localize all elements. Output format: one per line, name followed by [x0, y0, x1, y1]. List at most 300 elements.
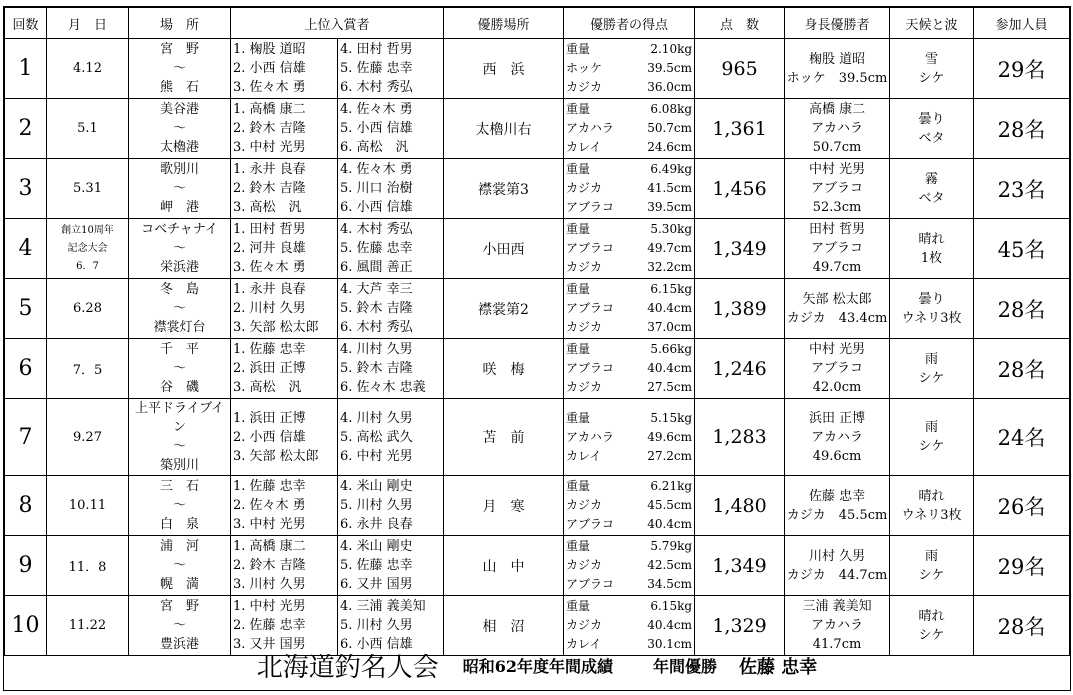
finisher: 6. 小西 信雄: [340, 637, 413, 652]
score-fish: 重量: [566, 222, 591, 236]
top-finishers-1-3: [231, 339, 338, 399]
weather-line: 雨: [925, 420, 939, 435]
total-points: 1,349: [695, 219, 785, 279]
winner-scores: [564, 476, 695, 536]
finisher: 4. 佐々木 勇: [340, 162, 413, 177]
score-fish: 重量: [566, 102, 591, 116]
score-fish: カジカ: [566, 181, 603, 195]
results-sheet: [3, 6, 1071, 691]
score-value: 6.21kg: [650, 479, 693, 493]
score-value: 36.0cm: [647, 80, 693, 94]
top-finishers-4-6: [338, 476, 444, 536]
score-value: 42.5cm: [647, 558, 693, 572]
round-number: 10: [5, 596, 47, 656]
score-value: 27.2cm: [647, 448, 693, 463]
weather-line: 霧: [925, 171, 939, 187]
table-row: [5, 476, 1070, 536]
top-finishers-1-3: [231, 536, 338, 596]
finisher: 5. 鈴木 吉隆: [340, 361, 413, 376]
finisher: 1. 永井 良春: [233, 162, 306, 177]
finisher: 4. 米山 剛史: [340, 479, 413, 494]
winning-spot: 月 寒: [444, 476, 564, 536]
finisher: 4. 川村 久男: [340, 342, 413, 357]
weather-waves: [890, 159, 974, 219]
place-line: 白 泉: [159, 517, 199, 532]
finisher: 3. 佐々木 勇: [233, 80, 306, 95]
finisher: 4. 米山 剛史: [340, 539, 413, 554]
place-line: 谷 磯: [159, 380, 199, 395]
score-fish: アカハラ: [566, 429, 614, 444]
header-date: 月 日: [47, 8, 129, 39]
top-finishers-1-3: [231, 399, 338, 476]
score-fish: 重量: [566, 282, 591, 296]
place-line: 三 石: [159, 479, 199, 494]
score-value: 5.66kg: [650, 342, 693, 356]
top-finishers-1-3: [231, 99, 338, 159]
score-fish: アブラコ: [566, 301, 615, 315]
finisher: 3. 中村 光男: [233, 517, 306, 532]
score-value: 50.7cm: [647, 121, 693, 135]
score-line: [564, 160, 694, 179]
weather-line: シケ: [918, 627, 945, 643]
place-line: ～: [172, 558, 186, 573]
winning-spot: 咲 梅: [444, 339, 564, 399]
winning-spot: 襟裳第2: [444, 279, 564, 339]
winning-spot: 小田西: [444, 219, 564, 279]
weather-line: 曇り: [918, 111, 945, 127]
length-winner-line: 三浦 義美知: [802, 599, 872, 614]
finisher: 1. 田村 哲男: [233, 222, 306, 237]
finisher: 6. 佐々木 忠義: [340, 380, 426, 395]
event-place: [129, 39, 231, 99]
season-subtitle: 昭和62年度年間成績: [462, 657, 613, 676]
length-winner-line: 矢部 松太郎: [802, 291, 872, 307]
finisher: 4. 木村 秀弘: [340, 222, 413, 237]
finisher: 2. 川村 久男: [233, 301, 306, 316]
date-line: 6．7: [76, 260, 99, 272]
total-points: 1,361: [695, 99, 785, 159]
score-line: [564, 239, 694, 258]
table-row: [5, 279, 1070, 339]
date-line: 5.1: [77, 121, 98, 136]
score-line: [564, 40, 694, 59]
length-winner-line: アカハラ 41.7cm: [811, 618, 876, 652]
finisher: 4. 三浦 義美知: [340, 599, 426, 614]
score-fish: カレイ: [566, 637, 602, 651]
event-place: [129, 219, 231, 279]
round-number: 7: [5, 399, 47, 476]
finisher: 5. 佐藤 忠幸: [340, 558, 413, 573]
total-points: 1,329: [695, 596, 785, 656]
length-winner-line: 田村 哲男: [808, 222, 866, 237]
length-winner: [785, 219, 890, 279]
score-fish: カジカ: [566, 320, 603, 334]
weather-line: シケ: [918, 439, 945, 454]
finisher: 4. 田村 哲男: [340, 42, 413, 57]
place-line: ～: [172, 498, 186, 513]
finisher: 1. 佐藤 忠幸: [233, 342, 306, 357]
length-winner-line: 高橋 康二: [808, 102, 866, 117]
place-line: 千 平: [159, 342, 199, 357]
header-length-winner: 身長優勝者: [785, 8, 890, 39]
round-number: 9: [5, 536, 47, 596]
date-line: 11.22: [68, 618, 107, 633]
results-table: [4, 7, 1070, 656]
place-line: 歌別川: [159, 162, 199, 177]
score-line: [564, 59, 694, 78]
weather-line: ウネリ3枚: [901, 507, 962, 523]
place-line: 冬 島: [159, 282, 199, 297]
footer: [4, 641, 1070, 690]
finisher: 6. 木村 秀弘: [340, 320, 413, 335]
finisher: 3. 又井 国男: [233, 637, 306, 652]
place-line: 築別川: [159, 458, 199, 473]
finisher: 1. 椈股 道昭: [233, 42, 306, 57]
event-date: [47, 99, 129, 159]
score-fish: アブラコ: [566, 361, 615, 375]
date-line: 6.28: [73, 301, 102, 316]
score-line: [564, 477, 694, 496]
weather-line: 晴れ: [918, 231, 945, 247]
score-line: [564, 616, 694, 635]
date-line: 記念大会: [67, 242, 108, 254]
length-winner-line: アブラコ 52.3cm: [811, 181, 877, 215]
winner-scores: [564, 99, 695, 159]
finisher: 3. 高松 汎: [233, 380, 302, 395]
weather-line: シケ: [918, 567, 945, 583]
date-line: 9.27: [73, 429, 102, 445]
score-value: 34.5cm: [647, 577, 693, 591]
place-line: 栄浜港: [159, 260, 199, 275]
length-winner-line: 川村 久男: [808, 548, 866, 564]
winning-spot: 太櫓川右: [444, 99, 564, 159]
place-line: 太櫓港: [159, 140, 199, 155]
winner-scores: [564, 279, 695, 339]
score-line: [564, 556, 694, 575]
place-line: ～: [172, 361, 186, 376]
score-line: [564, 299, 694, 318]
top-finishers-4-6: [338, 536, 444, 596]
score-fish: 重量: [566, 599, 591, 613]
place-line: 熊 石: [159, 80, 199, 95]
weather-line: 雨: [925, 351, 939, 367]
weather-line: シケ: [918, 370, 945, 386]
event-place: [129, 536, 231, 596]
score-line: [564, 100, 694, 119]
round-number: 3: [5, 159, 47, 219]
score-fish: 重量: [566, 479, 591, 493]
weather-line: ウネリ3枚: [901, 310, 962, 326]
winner-scores: [564, 219, 695, 279]
score-value: 2.10kg: [650, 42, 693, 56]
date-line: 5.31: [73, 181, 102, 196]
weather-line: 晴れ: [918, 488, 945, 504]
score-fish: アブラコ: [566, 241, 615, 255]
top-finishers-1-3: [231, 219, 338, 279]
score-value: 5.15kg: [650, 410, 693, 425]
total-points: 1,480: [695, 476, 785, 536]
finisher: 5. 小西 信雄: [340, 121, 413, 136]
score-line: [564, 575, 694, 594]
score-line: [564, 280, 694, 299]
score-line: [564, 359, 694, 378]
score-fish: 重量: [566, 162, 591, 176]
round-number: 8: [5, 476, 47, 536]
event-date: [47, 279, 129, 339]
participant-count: 29名: [974, 39, 1070, 99]
top-finishers-4-6: [338, 39, 444, 99]
weather-waves: [890, 219, 974, 279]
score-fish: カジカ: [566, 80, 603, 94]
length-winner: [785, 339, 890, 399]
score-value: 32.2cm: [647, 260, 693, 274]
length-winner-line: 椈股 道昭: [808, 51, 866, 67]
top-finishers-1-3: [231, 279, 338, 339]
participant-count: 28名: [974, 596, 1070, 656]
date-line: 10.11: [68, 498, 107, 513]
weather-waves: [890, 339, 974, 399]
place-line: ～: [172, 618, 186, 633]
finisher: 4. 川村 久男: [340, 410, 413, 426]
top-finishers-1-3: [231, 39, 338, 99]
score-line: [564, 138, 694, 157]
length-winner-line: アカハラ 50.7cm: [811, 121, 876, 155]
finisher: 5. 佐藤 忠幸: [340, 241, 413, 256]
weather-line: 晴れ: [918, 608, 945, 624]
total-points: 1,246: [695, 339, 785, 399]
event-place: [129, 279, 231, 339]
score-fish: 重量: [566, 342, 591, 356]
place-line: 宮 野: [159, 599, 199, 614]
club-title: 北海道釣名人会: [256, 653, 439, 683]
date-line: 11．8: [68, 560, 107, 575]
annual-winner-name: 佐藤 忠幸: [739, 656, 818, 678]
score-line: [564, 409, 694, 428]
finisher: 6. 永井 良春: [340, 517, 413, 532]
round-number: 2: [5, 99, 47, 159]
finisher: 5. 佐藤 忠幸: [340, 61, 413, 76]
weather-line: 曇り: [918, 291, 945, 307]
finisher: 6. 高松 汎: [340, 140, 409, 155]
finisher: 5. 鈴木 吉隆: [340, 301, 413, 316]
length-winner: [785, 159, 890, 219]
table-row: [5, 399, 1070, 476]
weather-line: 雨: [925, 548, 939, 564]
place-line: ～: [172, 61, 186, 76]
total-points: 1,283: [695, 399, 785, 476]
finisher: 2. 浜田 正博: [233, 361, 306, 376]
score-line: [564, 119, 694, 138]
score-value: 39.5cm: [647, 61, 693, 75]
top-finishers-4-6: [338, 219, 444, 279]
finisher: 6. 風間 善正: [340, 260, 413, 275]
place-line: 幌 満: [159, 577, 199, 592]
length-winner-line: 佐藤 忠幸: [808, 488, 866, 504]
score-value: 40.4cm: [647, 517, 693, 531]
score-fish: カレイ: [566, 140, 602, 154]
header-participants: 参加人員: [974, 8, 1070, 39]
weather-waves: [890, 536, 974, 596]
score-line: [564, 318, 694, 337]
finisher: 1. 佐藤 忠幸: [233, 479, 306, 494]
weather-line: 1枚: [920, 250, 943, 266]
header-points: 点 数: [695, 8, 785, 39]
participant-count: 23名: [974, 159, 1070, 219]
weather-waves: [890, 279, 974, 339]
table-row: [5, 99, 1070, 159]
date-line: 7．5: [72, 363, 103, 378]
finisher: 4. 大芦 幸三: [340, 282, 413, 297]
length-winner: [785, 279, 890, 339]
finisher: 6. 木村 秀弘: [340, 80, 413, 95]
place-line: 上平ドライブイン: [134, 401, 225, 435]
table-row: [5, 339, 1070, 399]
top-finishers-4-6: [338, 159, 444, 219]
finisher: 1. 永井 良春: [233, 282, 306, 297]
finisher: 6. 又井 国男: [340, 577, 413, 592]
score-line: [564, 179, 694, 198]
length-winner-line: カジカ 43.4cm: [786, 310, 888, 326]
score-fish: アブラコ: [566, 577, 615, 591]
weather-line: ベタ: [918, 190, 945, 206]
table-row: [5, 39, 1070, 99]
score-fish: アカハラ: [566, 121, 614, 135]
score-line: [564, 496, 694, 515]
winner-scores: [564, 339, 695, 399]
finisher: 1. 浜田 正博: [233, 410, 306, 426]
event-place: [129, 399, 231, 476]
event-date: [47, 339, 129, 399]
score-line: [564, 198, 694, 217]
event-date: [47, 159, 129, 219]
place-line: 襟裳灯台: [153, 320, 206, 335]
score-fish: カジカ: [566, 558, 603, 572]
score-line: [564, 340, 694, 359]
score-value: 40.4cm: [647, 301, 693, 315]
winning-spot: 山 中: [444, 536, 564, 596]
header-round: 回数: [5, 8, 47, 39]
finisher: 2. 河井 良雄: [233, 241, 306, 256]
score-line: [564, 428, 694, 447]
score-value: 40.4cm: [647, 618, 693, 632]
event-place: [129, 476, 231, 536]
finisher: 1. 高橋 康二: [233, 102, 306, 117]
winner-scores: [564, 399, 695, 476]
score-fish: 重量: [566, 42, 591, 56]
length-winner-line: 中村 光男: [808, 162, 866, 177]
score-fish: カレイ: [566, 448, 602, 463]
winning-spot: 西 浜: [444, 39, 564, 99]
header-weather-waves: 天候と波: [890, 8, 974, 39]
score-line: [564, 515, 694, 534]
length-winner-line: アブラコ 42.0cm: [811, 361, 877, 395]
finisher: 3. 高松 汎: [233, 200, 302, 215]
finisher: 2. 佐々木 勇: [233, 498, 306, 513]
participant-count: 26名: [974, 476, 1070, 536]
top-finishers-4-6: [338, 99, 444, 159]
weather-line: ベタ: [918, 130, 945, 146]
length-winner-line: カジカ 44.7cm: [786, 567, 888, 583]
total-points: 1,456: [695, 159, 785, 219]
score-value: 24.6cm: [647, 140, 693, 154]
event-place: [129, 339, 231, 399]
score-line: [564, 220, 694, 239]
header-winning-spot: 優勝場所: [444, 8, 564, 39]
winning-spot: 相 沼: [444, 596, 564, 656]
score-value: 6.08kg: [650, 102, 693, 116]
score-fish: カジカ: [566, 618, 603, 632]
top-finishers-4-6: [338, 339, 444, 399]
winning-spot: 苫 前: [444, 399, 564, 476]
header-place: 場 所: [129, 8, 231, 39]
place-line: 宮 野: [159, 42, 199, 57]
top-finishers-1-3: [231, 159, 338, 219]
score-line: [564, 447, 694, 466]
score-fish: 重量: [566, 539, 591, 553]
finisher: 4. 佐々木 勇: [340, 102, 413, 117]
weather-line: シケ: [918, 70, 945, 86]
score-fish: カジカ: [566, 380, 603, 394]
round-number: 6: [5, 339, 47, 399]
top-finishers-4-6: [338, 399, 444, 476]
annual-winner-label: 年間優勝: [653, 657, 718, 676]
length-winner-line: アブラコ 49.7cm: [811, 241, 877, 275]
score-value: 27.5cm: [647, 380, 693, 394]
header-row: [5, 8, 1070, 39]
finisher: 2. 佐藤 忠幸: [233, 618, 306, 633]
date-line: 創立10周年: [61, 224, 114, 236]
score-value: 6.15kg: [650, 599, 693, 613]
finisher: 3. 中村 光男: [233, 140, 306, 155]
length-winner: [785, 536, 890, 596]
finisher: 6. 中村 光男: [340, 448, 413, 464]
total-points: 1,349: [695, 536, 785, 596]
finisher: 1. 中村 光男: [233, 599, 306, 614]
finisher: 2. 鈴木 吉隆: [233, 121, 306, 136]
participant-count: 28名: [974, 339, 1070, 399]
place-line: 岬 港: [159, 200, 199, 215]
finisher: 3. 川村 久男: [233, 577, 306, 592]
place-line: 浦 河: [159, 539, 199, 554]
length-winner-line: ホッケ 39.5cm: [786, 70, 888, 86]
event-date: [47, 536, 129, 596]
score-line: [564, 258, 694, 277]
score-value: 30.1cm: [647, 637, 693, 651]
finisher: 6. 小西 信雄: [340, 200, 413, 215]
length-winner: [785, 99, 890, 159]
date-line: 4.12: [73, 61, 102, 76]
event-date: [47, 219, 129, 279]
finisher: 3. 佐々木 勇: [233, 260, 306, 275]
score-fish: 重量: [566, 410, 591, 425]
top-finishers-1-3: [231, 476, 338, 536]
finisher: 3. 矢部 松太郎: [233, 448, 319, 464]
place-line: ～: [172, 439, 186, 454]
score-fish: ホッケ: [566, 61, 603, 75]
table-row: [5, 219, 1070, 279]
score-value: 49.7cm: [647, 241, 693, 255]
finisher: 5. 川村 久男: [340, 498, 413, 513]
place-line: コベチャナイ: [141, 222, 218, 237]
score-value: 37.0cm: [647, 320, 693, 334]
table-row: [5, 536, 1070, 596]
total-points: 965: [695, 39, 785, 99]
table-row: [5, 159, 1070, 219]
round-number: 5: [5, 279, 47, 339]
score-fish: アブラコ: [566, 517, 615, 531]
score-value: 41.5cm: [647, 181, 693, 195]
score-fish: カジカ: [566, 260, 603, 274]
